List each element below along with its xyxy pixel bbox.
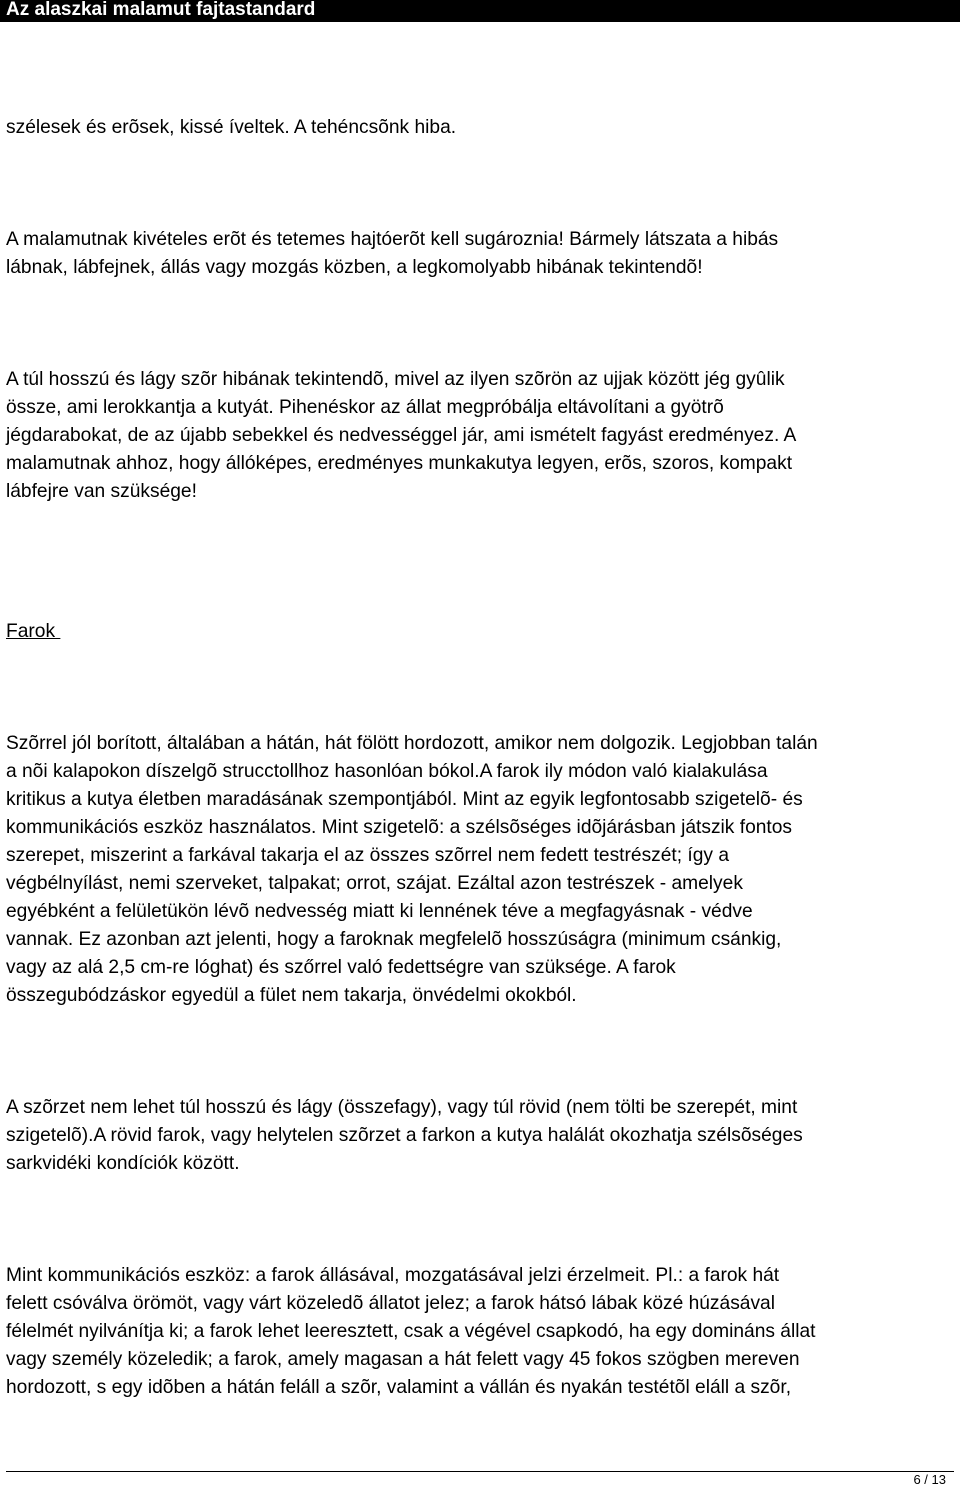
document-header-bar	[0, 0, 960, 22]
paragraph-3	[6, 366, 956, 506]
paragraph-line: vannak. Ez azonban azt jelenti, hogy a faroknak megfelelõ hosszúságra (minimum csánkig,	[6, 929, 782, 950]
section-heading-farok[interactable]: Farok	[6, 621, 61, 642]
paragraph-line: vagy személy közeledik; a farok, amely magasan a hát felett vagy 45 fokos szögben mereven	[6, 1349, 800, 1370]
page-number: 6 / 13	[913, 1472, 946, 1487]
paragraph-line: össze, ami lerokkantja a kutyát. Pihenéskor az állat megpróbálja eltávolítani a gyötrõ	[6, 397, 724, 418]
paragraph-line: A túl hosszú és lágy szõr hibának tekintendõ, mivel az ilyen szõrön az ujjak között jég gyûlik	[6, 369, 785, 390]
paragraph-5	[6, 1094, 956, 1178]
paragraph-line: jégdarabokat, de az újabb sebekkel és nedvességgel jár, ami ismételt fagyást eredményez. A	[6, 425, 797, 446]
paragraph-line: egyébként a felületükön lévõ nedvesség miatt ki lennének téve a megfagyásnak - védve	[6, 901, 753, 922]
paragraph-line: kritikus a kutya életben maradásának szempontjából. Mint az egyik legfontosabb szigetelõ- és	[6, 789, 803, 810]
paragraph-line: felett csóválva örömöt, vagy várt közeledõ állatot jelez; a farok hátsó lábak közé húzásával	[6, 1293, 775, 1314]
paragraph-line: szerepet, miszerint a farkával takarja el az összes szõrrel nem fedett testrészét; így a	[6, 845, 730, 866]
paragraph-line: A malamutnak kivételes erõt és tetemes hajtóerõt kell sugároznia! Bármely látszata a hibás	[6, 229, 779, 250]
paragraph-1	[6, 114, 956, 142]
paragraph-line: hordozott, s egy idõben a hátán feláll a szõr, valamint a vállán és nyakán testétõl eláll a szõr,	[6, 1377, 792, 1398]
footer-divider	[6, 1471, 954, 1472]
paragraph-line: Szõrrel jól borított, általában a hátán, hát fölött hordozott, amikor nem dolgozik. Legjobban talán	[6, 733, 818, 754]
paragraph-line: A szõrzet nem lehet túl hosszú és lágy (összefagy), vagy túl rövid (nem tölti be szerepét, mint	[6, 1097, 798, 1118]
paragraph-line: végbélnyílást, nemi szerveket, talpakat; orrot, szájat. Ezáltal azon testrészek - amelyek	[6, 873, 743, 894]
paragraph-line: kommunikációs eszköz használatos. Mint szigetelõ: a szélsõséges idõjárásban játszik fontos	[6, 817, 793, 838]
paragraph-line: a nõi kalapokon díszelgõ strucctollhoz hasonlóan bókol.A farok ily módon való kialakulása	[6, 761, 768, 782]
paragraph-line: malamutnak ahhoz, hogy állóképes, eredményes munkakutya legyen, erõs, szoros, kompakt	[6, 453, 793, 474]
paragraph-line: összegubódzáskor egyedül a fület nem takarja, önvédelmi okokból.	[6, 985, 577, 1006]
document-title: Az alaszkai malamut fajtastandard	[6, 0, 316, 20]
paragraph-line: szélesek és erõsek, kissé íveltek. A tehéncsõnk hiba.	[6, 117, 457, 138]
paragraph-line: szigetelõ).A rövid farok, vagy helytelen szõrzet a farkon a kutya halálát okozhatja szélsõséges	[6, 1125, 803, 1146]
paragraph-line: sarkvidéki kondíciók között.	[6, 1153, 240, 1174]
paragraph-4	[6, 730, 956, 1010]
paragraph-line: vagy az alá 2,5 cm-re lóghat) és szőrrel való fedettségre van szüksége. A farok	[6, 957, 676, 978]
paragraph-2	[6, 226, 956, 282]
paragraph-line: lábnak, lábfejnek, állás vagy mozgás közben, a legkomolyabb hibának tekintendõ!	[6, 257, 703, 278]
paragraph-line: Mint kommunikációs eszköz: a farok állásával, mozgatásával jelzi érzelmeit. Pl.: a farok hát	[6, 1265, 780, 1286]
paragraph-line: félelmét nyilvánítja ki; a farok lehet leeresztett, csak a végével csapkodó, ha egy domináns állat	[6, 1321, 816, 1342]
paragraph-6	[6, 1262, 956, 1402]
paragraph-line: lábfejre van szüksége!	[6, 481, 197, 502]
